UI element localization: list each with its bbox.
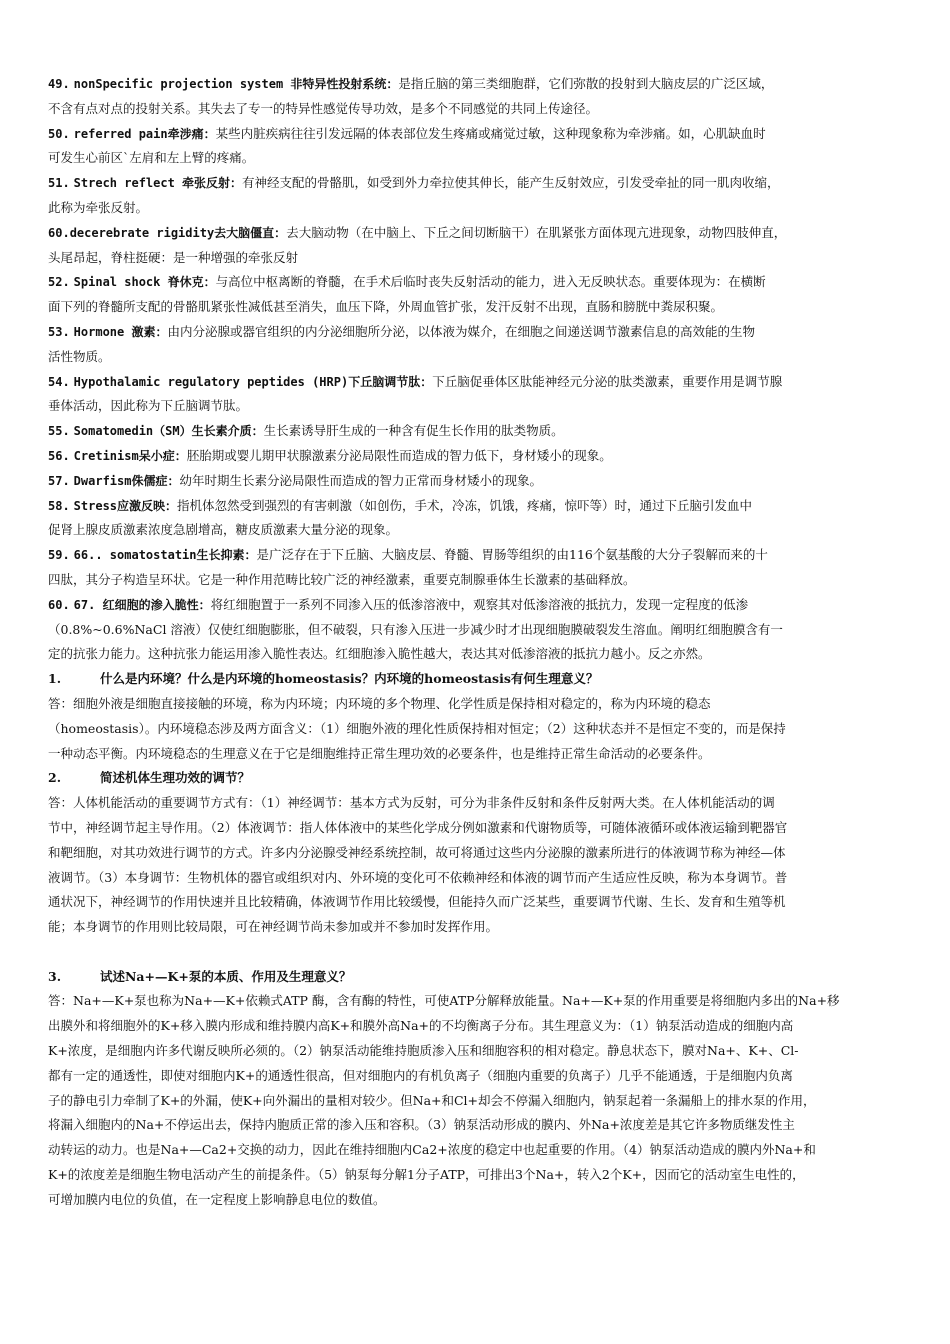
definition-item: [48, 320, 910, 370]
definition-text: 幼年时期生长素分泌局限性而造成的智力正常而身材矮小的现象。: [179, 472, 542, 488]
definition-text: 促肾上腺皮质激素浓度急剧增高，糖皮质激素大量分泌的现象。: [48, 522, 399, 538]
definition-text: 指机体忽然受到强烈的有害刺激（如创伤，手术，冷冻，饥饿，疼痛，惊吓等）时，通过下丘脑引发血中: [177, 497, 753, 513]
answer-text: K+的浓度差是细胞生物电活动产生的前提条件。（5）钠泵每分解1分子ATP，可排出3个Na+，转入2个K+，因而它的活动室生电性的，: [48, 1167, 805, 1183]
definition-term: 67. 红细胞的渗入脆性：: [73, 597, 211, 612]
definition-number: 58.: [48, 498, 70, 513]
spacer: [48, 940, 910, 965]
definition-item: [48, 221, 910, 271]
definition-item: [48, 270, 910, 320]
definition-number: 60.: [48, 225, 70, 240]
definition-term: Dwarfism侏儒症：: [73, 473, 180, 488]
definition-text: 将红细胞置于一系列不同渗入压的低渗溶液中，观察其对低渗溶液的抵抗力，发现一定程度的低渗: [210, 596, 749, 612]
definition-term: Stress应激反映：: [73, 498, 178, 513]
question-number: 2.: [48, 770, 62, 786]
definition-item: [48, 444, 910, 469]
definition-term: nonSpecific projection system 非特异性投射系统：: [73, 77, 399, 91]
definition-text: 生长素诱导肝生成的一种含有促生长作用的肽类物质。: [263, 423, 564, 439]
definition-term: Hormone 激素：: [73, 324, 168, 339]
definition-number: 52.: [48, 275, 70, 290]
definition-number: 59.: [48, 548, 70, 563]
definition-term: Strech reflect 牵张反射：: [73, 176, 243, 191]
definition-text: 可发生心前区`左肩和左上臂的疼痛。: [48, 150, 255, 166]
answer-text: （homeostasis）。内环境稳态涉及两方面含义：（1）细胞外液的理化性质保持相对恒定；（2）这种状态并不是恒定不变的，而是保持: [48, 720, 786, 736]
definition-number: 50.: [48, 126, 70, 141]
answer-text: 可增加膜内电位的负值，在一定程度上影响静息电位的数值。: [48, 1191, 386, 1207]
definition-text: 与高位中枢离断的脊髓，在手术后临时丧失反射活动的能力，进入无反映状态。重要体现为：在横断: [215, 274, 766, 290]
question-block: [48, 766, 910, 940]
question-block: [48, 667, 910, 766]
definition-text: 垂体活动，因此称为下丘脑调节肽。: [48, 398, 249, 414]
answer-text: 液调节。（3）本身调节：生物机体的器官或组织对内、外环境的变化可不依赖神经和体液的调节而产生适应性反映，称为本身调节。普: [48, 869, 788, 885]
definition-item: [48, 593, 910, 667]
definition-text: 四肽，其分子构造呈环状。它是一种作用范畴比较广泛的神经激素，重要克制腺垂体生长激素的基础释放。: [48, 571, 636, 587]
definition-number: 60.: [48, 597, 70, 612]
definition-term: Somatomedin（SM）生长素介质：: [73, 424, 264, 439]
definition-item: [48, 419, 910, 444]
definition-term: decerebrate rigidity去大脑僵直：: [69, 225, 287, 240]
definition-text: 由内分泌腺或器官组织的内分泌细胞所分泌，以体液为媒介，在细胞之间递送调节激素信息的高效能的生物: [167, 323, 755, 339]
definition-item: [48, 543, 910, 593]
definition-item: [48, 494, 910, 544]
definition-item: [48, 72, 910, 122]
question-block: [48, 965, 910, 1213]
definition-number: 55.: [48, 424, 70, 439]
definition-text: 活性物质。: [48, 348, 111, 364]
question-number: 1.: [48, 671, 62, 687]
answer-text: K+浓度，是细胞内许多代谢反映所必须的。（2）钠泵活动能维持胞质渗入压和细胞容积的相对稳定。静息状态下，膜对Na+、K+、Cl-: [48, 1043, 799, 1059]
answer-text: 通状况下，神经调节的作用快速并且比较精确，体液调节作用比较缓慢，但能持久而广泛某些，重要调节代谢、生长、发育和生殖等机: [48, 894, 786, 910]
question-heading: [48, 965, 910, 990]
definition-item: [48, 469, 910, 494]
question-title: 试述Na+—K+泵的本质、作用及生理意义？: [100, 968, 352, 984]
question-number: 3.: [48, 968, 62, 984]
answer-text: 一种动态平衡。内环境稳态的生理意义在于它是细胞维持正常生理功效的必要条件，也是维持正常生命活动的必要条件。: [48, 745, 711, 761]
question-title: 简述机体生理功效的调节？: [100, 770, 251, 786]
definition-text: 定的抗张力能力。这种抗张力能运用渗入脆性表达。红细胞渗入脆性越大，表达其对低渗溶液的抵抗力越小。反之亦然。: [48, 646, 711, 662]
definition-item: [48, 370, 910, 420]
definition-number: 53.: [48, 324, 70, 339]
definition-number: 49.: [48, 77, 70, 91]
definition-text: 是指丘脑的第三类细胞群，它们弥散的投射到大脑皮层的广泛区域，: [398, 76, 774, 91]
definition-term: Spinal shock 脊休克：: [73, 275, 216, 290]
answer-text: 子的静电引力牵制了K+的外漏，使K+向外漏出的量相对较少。但Na+和Cl+却会不停漏入细胞内，钠泵起着一条漏船上的排水泵的作用，: [48, 1092, 816, 1108]
definition-term: 66.. somatostatin生长抑素：: [73, 548, 257, 563]
definition-text: 某些内脏疾病往往引发远隔的体表部位发生疼痛或痛觉过敏，这种现象称为牵涉痛。如，心肌缺血时: [215, 125, 766, 141]
definition-text: 去大脑动物（在中脑上、下丘之间切断脑干）在肌紧张方面体现亢进现象，动物四肢伸直，: [286, 224, 787, 240]
document-page: [48, 72, 910, 1213]
answer-text: 和靶细胞，对其功效进行调节的方式。许多内分泌腺受神经系统控制，故可将通过这些内分泌腺的激素所进行的体液调节称为神经—体: [48, 844, 786, 860]
question-title: 什么是内环境？什么是内环境的homeostasis？内环境的homeostasis有何生理意义？: [100, 671, 599, 687]
definition-text: 不含有点对点的投射关系。其失去了专一的特异性感觉传导功效，是多个不同感觉的共同上传途径。: [48, 100, 599, 116]
definition-text: 头尾昂起，脊柱挺硬：是一种增强的牵张反射: [48, 249, 299, 265]
answer-text: 能；本身调节的作用则比较局限，可在神经调节尚未参加或并不参加时发挥作用。: [48, 919, 499, 935]
definition-text: 面下列的脊髓所支配的骨骼肌紧张性减低甚至消失，血压下降，外周血管扩张，发汗反射不出现，直肠和膀胱中粪尿积聚。: [48, 299, 724, 315]
definition-term: Hypothalamic regulatory peptides (HRP)下丘脑调节肽：: [73, 374, 433, 389]
answer-text: 出膜外和将细胞外的K+移入膜内形成和维持膜内高K+和膜外高Na+的不均衡离子分布。其生理意义为：（1）钠泵活动造成的细胞内高: [48, 1018, 794, 1034]
answer-text: 答：细胞外液是细胞直接接触的环境，称为内环境；内环境的多个物理、化学性质是保持相对稳定的，称为内环境的稳态: [48, 695, 711, 711]
definition-number: 54.: [48, 374, 70, 389]
question-heading: [48, 667, 910, 692]
definition-text: 下丘脑促垂体区肽能神经元分泌的肽类激素，重要作用是调节腺: [432, 373, 783, 389]
answer-text: 动转运的动力。也是Na+—Ca2+交换的动力，因此在维持细胞内Ca2+浓度的稳定中也起重要的作用。（4）钠泵活动造成的膜内外Na+和: [48, 1142, 816, 1158]
definition-number: 56.: [48, 448, 70, 463]
definition-number: 57.: [48, 473, 70, 488]
question-heading: [48, 766, 910, 791]
definition-item: [48, 122, 910, 172]
definition-term: referred pain牵涉痛：: [73, 126, 216, 141]
answer-text: 答：人体机能活动的重要调节方式有：（1）神经调节：基本方式为反射，可分为非条件反射和条件反射两大类。在人体机能活动的调: [48, 795, 775, 811]
definition-number: 51.: [48, 176, 70, 191]
answer-text: 节中，神经调节起主导作用。（2）体液调节：指人体体液中的某些化学成分例如激素和代谢物质等，可随体液循环或体液运输到靶器官: [48, 819, 788, 835]
definition-text: 胚胎期或婴儿期甲状腺激素分泌局限性而造成的智力低下，身材矮小的现象。: [186, 447, 612, 463]
definition-text: 是广泛存在于下丘脑、大脑皮层、脊髓、胃肠等组织的由116个氨基酸的大分子裂解而来的十: [256, 547, 768, 563]
answer-text: 都有一定的通透性，即使对细胞内K+的通透性很高，但对细胞内的有机负离子（细胞内重要的负离子）几乎不能通透，于是细胞内负离: [48, 1067, 793, 1083]
definition-item: [48, 171, 910, 221]
definition-text: （0.8%~0.6%NaCl 溶液）仅使红细胞膨胀，但不破裂，只有渗入压进一步减少时才出现细胞膜破裂发生溶血。阐明红细胞膜含有一: [48, 621, 783, 637]
definition-text: 此称为牵张反射。: [48, 199, 149, 215]
definition-term: Cretinism呆小症：: [73, 448, 187, 463]
answer-text: 答：Na+—K+泵也称为Na+—K+依赖式ATP 酶，含有酶的特性，可使ATP分解释放能量。Na+—K+泵的作用重要是将细胞内多出的Na+移: [48, 993, 840, 1009]
definition-text: 有神经支配的骨骼肌，如受到外力牵拉使其伸长，能产生反射效应，引发受牵扯的同一肌肉收缩，: [242, 175, 780, 191]
answer-text: 将漏入细胞内的Na+不停运出去，保持内胞质正常的渗入压和容积。（3）钠泵活动形成的膜内、外Na+浓度差是其它许多物质继发性主: [48, 1117, 795, 1133]
